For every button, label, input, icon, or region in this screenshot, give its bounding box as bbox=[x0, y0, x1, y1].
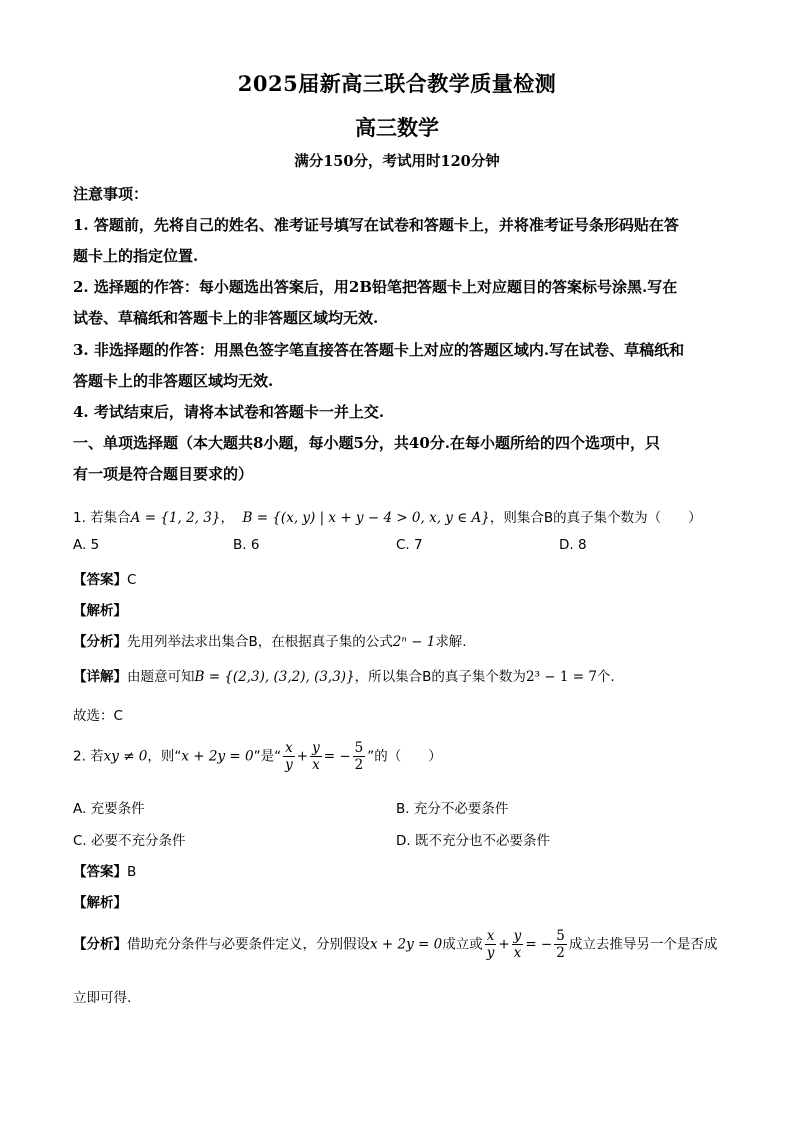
notice-heading: 注意事项： bbox=[73, 185, 149, 203]
q1-detail-formula: B = {(2,3), (3,2), (3,3)} bbox=[194, 669, 355, 685]
exam-subject: 高三数学 bbox=[355, 115, 439, 140]
q1-prefix: 1. 若集合 bbox=[73, 510, 131, 526]
q1-option-a: A. 5 bbox=[73, 537, 100, 553]
question-1-stem bbox=[73, 506, 702, 526]
q1-set-a: A = {1, 2, 3} bbox=[130, 510, 221, 526]
section-heading-a: 一、单项选择题（本大题共8小题，每小题5分，共40分.在每小题所给的四个选项中，只 bbox=[73, 434, 660, 452]
q2-analysis-tag: 【解析】 bbox=[73, 895, 127, 911]
notice-item-2a: 2. 选择题的作答：每小题选出答案后，用2B铅笔把答题卡上对应题目的答案标号涂黑.写在 bbox=[73, 278, 678, 296]
q1-fenxi-formula: 2ⁿ − 1 bbox=[392, 634, 436, 650]
q2-fenxi-fraction-y-over-x: $\frac{y}{x}$ bbox=[513, 928, 522, 961]
q1-option-c: C. 7 bbox=[396, 537, 423, 553]
exam-info: 满分150分，考试用时120分钟 bbox=[294, 153, 500, 170]
notice-item-1b: 题卡上的指定位置. bbox=[73, 247, 199, 265]
notice-item-3a: 3. 非选择题的作答：用黑色签字笔直接答在答题卡上对应的答题区域内.写在试卷、草稿纸和 bbox=[73, 341, 685, 359]
q1-comma: ， bbox=[220, 510, 234, 526]
exam-title: 2025届新高三联合教学质量检测 bbox=[237, 71, 557, 96]
q1-detail-formula2: 2³ − 1 = 7 bbox=[525, 669, 597, 685]
q1-option-d: D. 8 bbox=[559, 537, 587, 553]
q1-answer-value: C bbox=[127, 572, 137, 588]
q2-option-c: C. 必要不充分条件 bbox=[73, 833, 186, 849]
q1-detail: 【详解】由题意可知B = {(2,3), (3,2), (3,3)}，所以集合B的真子集个数为2³ − 1 = 7个. bbox=[73, 669, 615, 685]
q2-fenxi-fraction-x-over-y: $\frac{x}{y}$ bbox=[486, 928, 495, 961]
q2-answer: 【答案】B bbox=[73, 864, 137, 880]
notice-item-2b: 试卷、草稿纸和答题卡上的非答题区域均无效. bbox=[73, 309, 379, 327]
question-2-stem: 2. 若xy ≠ 0，则“x + 2y = 0”是“ $\frac{x}{y}$ + $\frac{y}{x}$ = − $\frac{5}{2}$ ”的（ ） bbox=[73, 740, 442, 773]
q1-analysis-tag: 【解析】 bbox=[73, 603, 127, 619]
section-heading-b: 有一项是符合题目要求的） bbox=[73, 465, 254, 483]
q2-option-a: A. 充要条件 bbox=[73, 801, 145, 817]
q1-option-b: B. 6 bbox=[233, 537, 260, 553]
q1-set-b: B = {(x, y) | x + y − 4 > 0, x, y ∈ A} bbox=[242, 510, 490, 526]
q1-conclusion: 故选：C bbox=[73, 708, 123, 724]
q2-fraction-5-over-2: $\frac{5}{2}$ bbox=[354, 740, 364, 773]
q2-option-b: B. 充分不必要条件 bbox=[396, 801, 509, 817]
q1-fenxi: 【分析】先用列举法求出集合B，在根据真子集的公式2ⁿ − 1求解. bbox=[73, 634, 467, 650]
q2-fenxi-fraction-5-over-2: $\frac{5}{2}$ bbox=[556, 928, 565, 961]
q1-answer: 【答案】C bbox=[73, 572, 137, 588]
notice-item-4: 4. 考试结束后，请将本试卷和答题卡一并上交. bbox=[73, 403, 385, 421]
notice-item-3b: 答题卡上的非答题区域均无效. bbox=[73, 372, 274, 390]
q2-option-d: D. 既不充分也不必要条件 bbox=[396, 833, 550, 849]
q2-fraction-y-over-x: $\frac{y}{x}$ bbox=[312, 740, 320, 773]
q2-answer-value: B bbox=[127, 864, 137, 880]
notice-item-1a: 1. 答题前，先将自己的姓名、准考证号填写在试卷和答题卡上，并将准考证号条形码贴在答 bbox=[73, 216, 679, 234]
q2-statement-1: x + 2y = 0 bbox=[181, 748, 254, 765]
q2-condition: xy ≠ 0 bbox=[103, 748, 148, 765]
q1-suffix: ，则集合B的真子集个数为（ ） bbox=[489, 510, 702, 526]
q2-fenxi-continued: 立即可得. bbox=[73, 990, 132, 1006]
q2-fenxi-formula-1: x + 2y = 0 bbox=[370, 936, 443, 953]
q2-fraction-x-over-y: $\frac{x}{y}$ bbox=[285, 740, 293, 773]
q2-fenxi: 【分析】借助充分条件与必要条件定义，分别假设x + 2y = 0成立或 $\frac{x}{y}$ + $\frac{y}{x}$ = − $\frac{5}{2}$ 成立去推导另一个是否成 bbox=[73, 928, 718, 961]
